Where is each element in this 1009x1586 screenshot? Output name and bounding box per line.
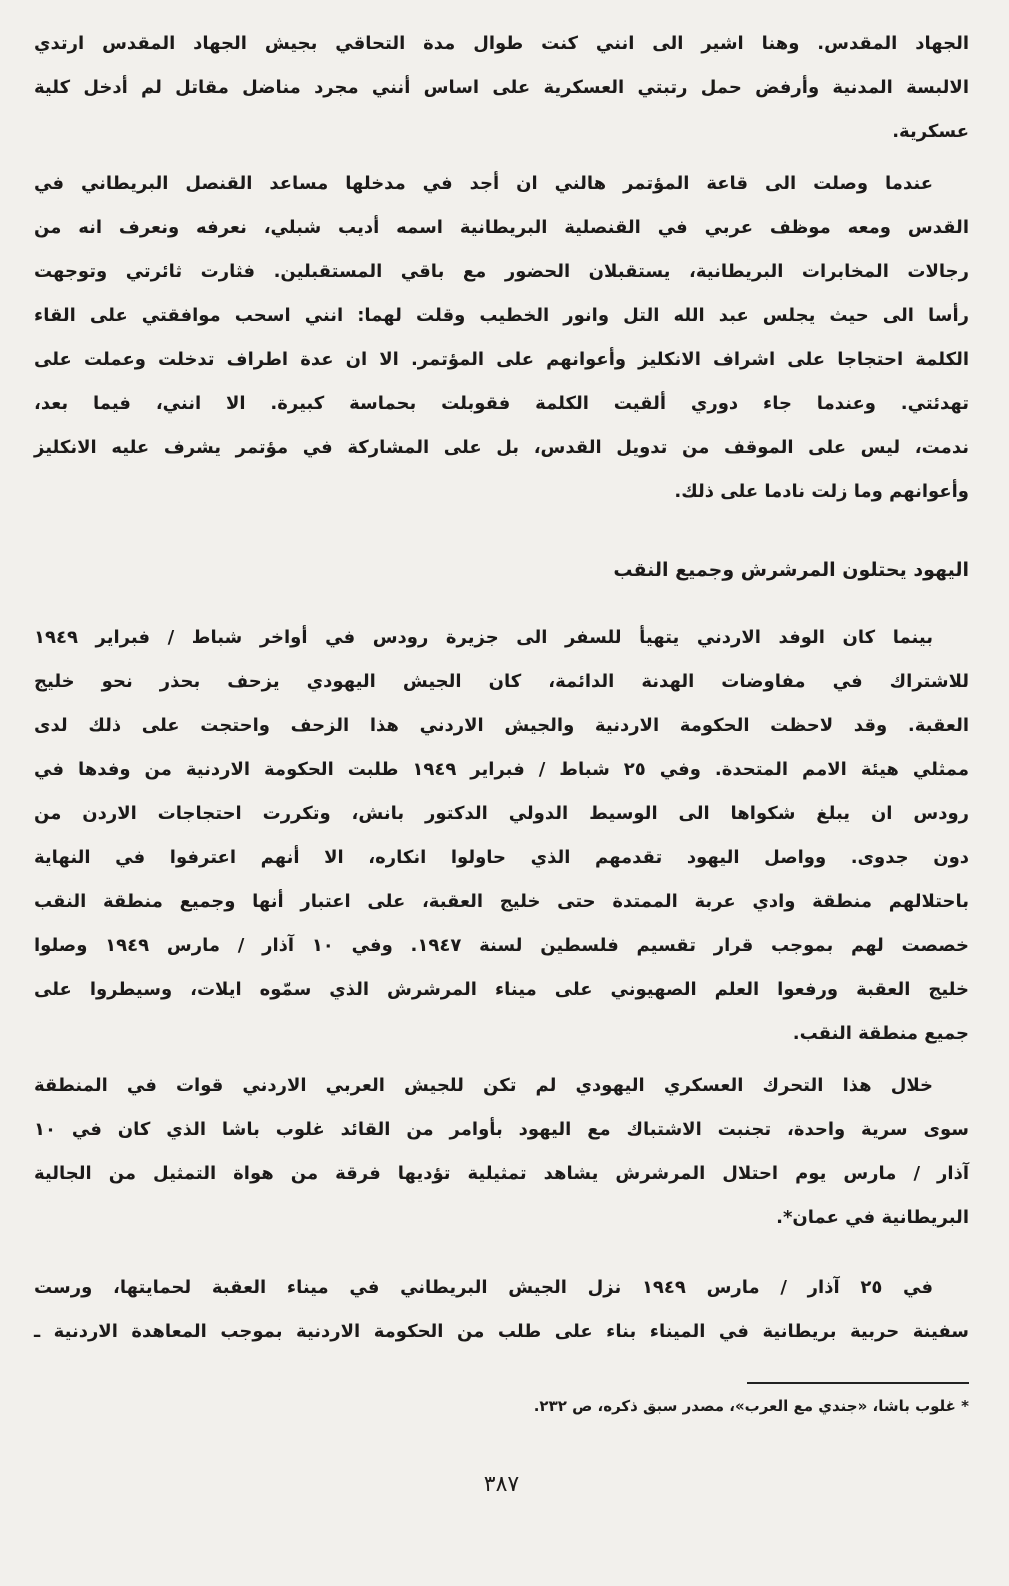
paragraph-3-line: دون جدوى. وواصل اليهود تقدمهم الذي حاولوا انكاره، الا أنهم اعترفوا في النهاية (34, 847, 969, 868)
paragraph-3 (34, 616, 969, 1056)
paragraph-5-line: في ٢٥ آذار / مارس ١٩٤٩ نزل الجيش البريطاني في ميناء العقبة لحمايتها، ورست (34, 1277, 934, 1298)
paragraph-3-line: للاشتراك في مفاوضات الهدنة الدائمة، كان الجيش اليهودي يزحف بحذر نحو خليج (34, 671, 969, 692)
paragraph-2-line: عندما وصلت الى قاعة المؤتمر هالني ان أجد في مدخلها مساعد القنصل البريطاني في (34, 173, 933, 194)
paragraph-gap (34, 154, 969, 162)
paragraph-1-line: الجهاد المقدس. وهنا اشير الى انني كنت طوال مدة التحاقي بجيش الجهاد المقدس ارتدي (34, 33, 969, 54)
paragraph-2-line: الكلمة احتجاجا على اشراف الانكليز وأعوانهم على المؤتمر. الا ان عدة اطراف تدخلت وعملت على (34, 349, 969, 370)
section-heading: اليهود يحتلون المرشرش وجميع النقب (613, 559, 969, 581)
page-number: ٣٨٧ (483, 1472, 520, 1497)
paragraph-3-line: خصصت لهم بموجب قرار تقسيم فلسطين لسنة ١٩٤٧. وفي ١٠ آذار / مارس ١٩٤٩ وصلوا (34, 935, 969, 956)
paragraph-2-line: رأسا الى حيث يجلس عبد الله التل وانور الخطيب وقلت لهما: انني اسحب موافقتي على القاء (34, 305, 969, 326)
paragraph-2-line: ندمت، ليس على الموقف من تدويل القدس، بل على المشاركة في مؤتمر يشرف عليه الانكليز (34, 437, 969, 458)
paragraph-2 (34, 162, 969, 514)
paragraph-1 (34, 22, 969, 154)
paragraph-4-line: سوى سرية واحدة، تجنبت الاشتباك مع اليهود بأوامر من القائد غلوب باشا الذي كان في ١٠ (34, 1119, 969, 1140)
paragraph-3-line: جميع منطقة النقب. (792, 1023, 969, 1044)
paragraph-3-line: رودس ان يبلغ شكواها الى الوسيط الدولي الدكتور بانش، وتكررت احتجاجات الاردن من (34, 803, 969, 824)
paragraph-1-line: عسكرية. (892, 121, 969, 142)
paragraph-3-line: ممثلي هيئة الامم المتحدة. وفي ٢٥ شباط / فبراير ١٩٤٩ طلبت الحكومة الاردنية من وفدها في (34, 759, 969, 780)
paragraph-3-line: باحتلالهم منطقة وادي عربة الممتدة حتى خليج العقبة، على اعتبار أنها وجميع منطقة النقب (34, 891, 969, 912)
paragraph-2-line: القدس ومعه موظف عربي في القنصلية البريطانية اسمه أديب شبلي، نعرفه ونعرف انه من (34, 217, 969, 238)
paragraph-1-line: الالبسة المدنية وأرفض حمل رتبتي العسكرية على اساس أنني مجرد مناضل مقاتل لم أدخل كلية (34, 77, 969, 98)
paragraph-gap (34, 1056, 969, 1064)
paragraph-4-line: خلال هذا التحرك العسكري اليهودي لم تكن للجيش العربي الاردني قوات في المنطقة (34, 1075, 933, 1096)
paragraph-4-line: آذار / مارس يوم احتلال المرشرش يشاهد تمثيلية تؤديها فرقة من هواة التمثيل من الجالية (34, 1163, 969, 1184)
paragraph-2-line: رجالات المخابرات البريطانية، يستقبلان الحضور مع باقي المستقبلين. فثارت ثائرتي وتوجهت (34, 261, 969, 282)
footnote-divider (747, 1382, 969, 1384)
paragraph-3-line: بينما كان الوفد الاردني يتهيأ للسفر الى جزيرة رودس في أواخر شباط / فبراير ١٩٤٩ (34, 627, 933, 648)
paragraph-4 (34, 1064, 969, 1240)
paragraph-5 (34, 1266, 969, 1354)
paragraph-5-line: سفينة حربية بريطانية في الميناء بناء على طلب من الحكومة الاردنية بموجب المعاهدة الاردنية ـ (34, 1321, 969, 1342)
paragraph-2-line: وأعوانهم وما زلت نادما على ذلك. (674, 481, 969, 502)
paragraph-4-line: البريطانية في عمان*. (776, 1207, 969, 1228)
paragraph-2-line: تهدئتي. وعندما جاء دوري ألقيت الكلمة فقوبلت بحماسة كبيرة. الا انني، فيما بعد، (34, 393, 969, 414)
paragraph-gap (34, 1240, 969, 1266)
paragraph-3-line: العقبة. وقد لاحظت الحكومة الاردنية والجيش الاردني هذا الزحف واحتجت على ذلك لدى (34, 715, 969, 736)
footnote: * غلوب باشا، «جندي مع العرب»، مصدر سبق ذكره، ص ٢٣٢. (533, 1397, 969, 1415)
paragraph-3-line: خليج العقبة ورفعوا العلم الصهيوني على ميناء المرشرش الذي سمّوه ايلات، وسيطروا على (34, 979, 969, 1000)
